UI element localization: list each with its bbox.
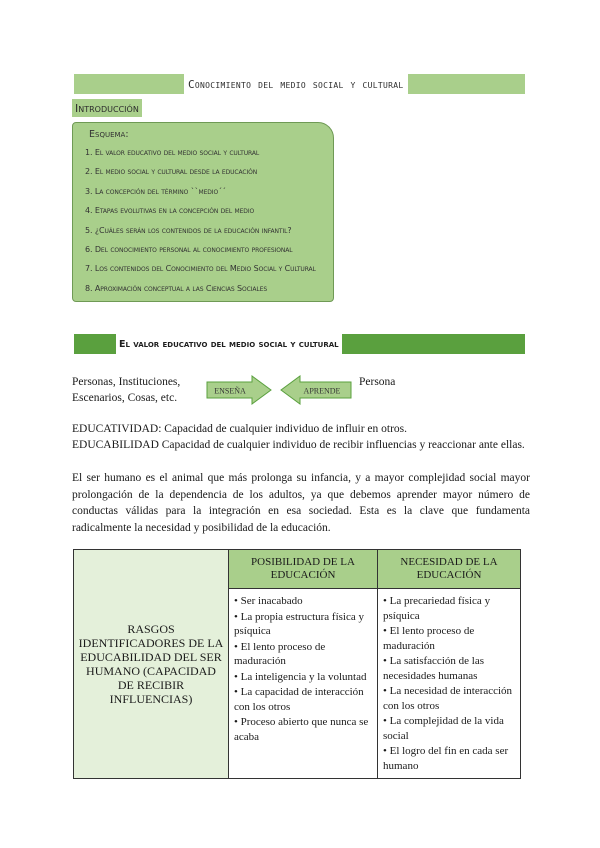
list-item: • La propia estructura física y psíquica — [234, 610, 364, 637]
document-title-bar — [74, 74, 525, 94]
table-col2-header: NECESIDAD DE LA EDUCACIÓN — [378, 550, 521, 589]
list-item: • La satisfacción de las necesidades humanas — [383, 655, 484, 682]
document-title: Conocimiento del medio social y cultural — [188, 77, 404, 91]
scheme-item: 6. Del conocimiento personal al conocimiento profesional — [85, 244, 293, 254]
title-bar-left — [74, 74, 184, 94]
list-item: • El lento proceso de maduración — [383, 625, 475, 652]
list-item: • El logro del fin en cada ser humano — [383, 745, 509, 772]
list-item: • Proceso abierto que nunca se acaba — [234, 716, 369, 743]
diagram-right-label: Persona — [359, 376, 396, 388]
traits-table — [73, 549, 521, 779]
list-item: • La necesidad de interacción con los otros — [383, 685, 513, 712]
scheme-box — [72, 122, 334, 302]
scheme-item: 4. Etapas evolutivas en la concepción del medio — [85, 206, 255, 216]
arrow-right-label: ENSEÑA — [214, 386, 246, 396]
section-bar-left — [74, 334, 116, 354]
diagram-left-line1: Personas, Instituciones, — [72, 376, 181, 388]
scheme-item: 5. ¿Cuáles serán los contenidos de la educación infantil? — [85, 225, 292, 235]
section-bar-right — [342, 334, 525, 354]
scheme-item: 3. La concepción del término ``medio´´ — [85, 186, 226, 196]
scheme-item: 8. Aproximación conceptual a las Ciencias Sociales — [85, 283, 268, 293]
title-bar-right — [408, 74, 526, 94]
introduction-label: Introducción — [72, 99, 142, 117]
list-item: • La precariedad física y psíquica — [383, 595, 491, 622]
arrow-right-icon — [206, 375, 272, 405]
scheme-heading: Esquema: — [89, 129, 129, 140]
educatividad-paragraph: EDUCATIVIDAD: Capacidad de cualquier individuo de influir en otros. — [72, 423, 408, 435]
table-col2-cell — [378, 589, 521, 779]
table-col1-cell — [229, 589, 378, 779]
table-row-header: RASGOS IDENTIFICADORES DE LA EDUCABILIDAD DEL SER HUMANO (CAPACIDAD DE RECIBIR INFLUENCIAS) — [74, 550, 229, 779]
scheme-item: 1. El valor educativo del medio social y cultural — [85, 148, 260, 157]
educabilidad-paragraph: EDUCABILIDAD Capacidad de cualquier individuo de recibir influencias y reaccionar ante ellas. — [72, 439, 525, 451]
table-col1-header: POSIBILIDAD DE LA EDUCACIÓN — [229, 550, 378, 589]
list-item: • Ser inacabado — [234, 595, 303, 607]
ser-humano-paragraph: El ser humano es el animal que más prolonga su infancia, y a mayor complejidad social mayor prolongación de la dependencia de los adultos, ya que debemos aprender mayor número de conductas válidas para la integración en esa sociedad. Esta es la clave que fundamenta radicalmente la necesidad y posibilidad de la educación. — [72, 472, 530, 534]
section-title: El valor educativo del medio social y cultural — [116, 334, 342, 354]
scheme-item: 7. Los contenidos del Conocimiento del Medio Social y Cultural — [85, 264, 316, 274]
section-title-bar — [74, 334, 525, 354]
diagram-left-line2: Escenarios, Cosas, etc. — [72, 392, 178, 404]
list-item: • La inteligencia y la voluntad — [234, 670, 367, 683]
list-item: • La capacidad de interacción con los otros — [234, 686, 364, 713]
list-item: • El lento proceso de maduración — [234, 640, 326, 667]
scheme-item: 2. El medio social y cultural desde la educación — [85, 167, 258, 177]
arrow-left-icon — [280, 375, 352, 405]
arrow-left-label: APRENDE — [303, 386, 341, 396]
list-item: • La complejidad de la vida social — [383, 715, 504, 742]
